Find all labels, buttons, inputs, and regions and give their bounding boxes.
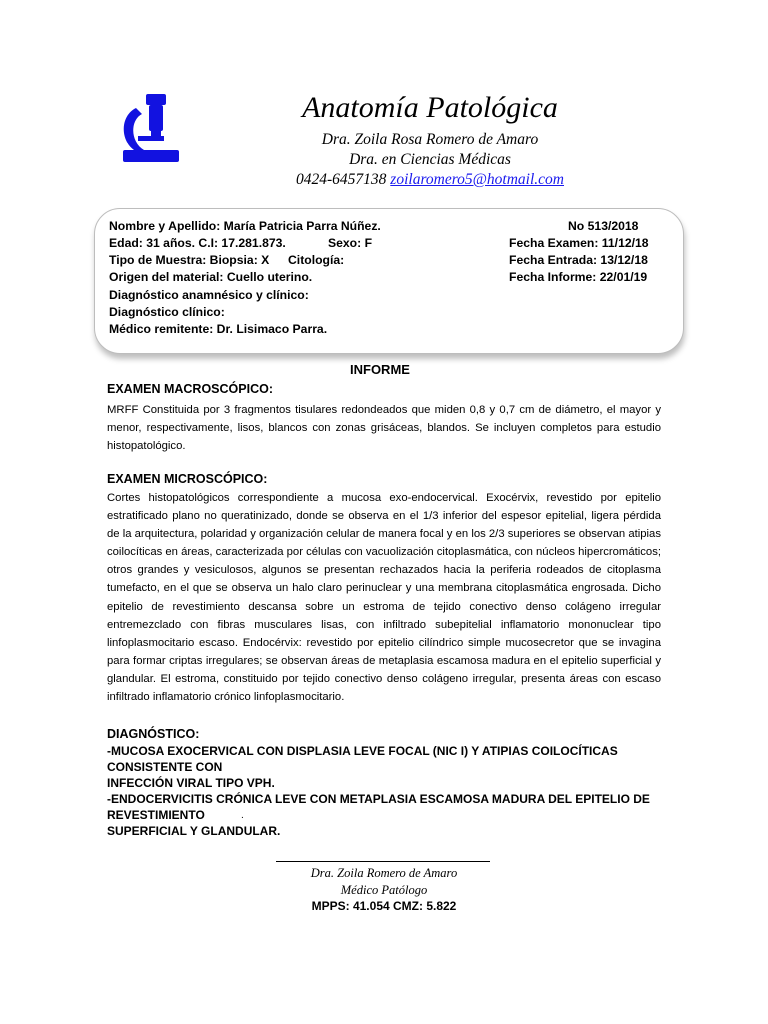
phone-number: 0424-6457138 xyxy=(296,171,387,188)
signature-line xyxy=(276,861,490,862)
diagnosis-text xyxy=(107,743,663,839)
macro-line: menor, respectivamente, lisos, blancos con zonas grisáceas, blandos. Se incluyen completos para estudio xyxy=(107,422,661,435)
contact-line xyxy=(250,170,610,190)
clinical-diagnosis: Diagnóstico clínico: xyxy=(109,305,225,319)
doctor-name: Dra. Zoila Rosa Romero de Amaro xyxy=(321,131,539,148)
micro-line: glandular. El estroma, constituido por tejido conectivo denso colágeno irregular, presenta áreas con escaso xyxy=(107,672,661,685)
exam-date: Fecha Examen: 11/12/18 xyxy=(509,236,649,250)
signature-name: Dra. Zoila Romero de Amaro xyxy=(310,866,458,880)
micro-line: epitelio de revestimiento descansa sobre un estroma de tejido conectivo denso colágeno irregular xyxy=(107,600,661,613)
micro-line: infiltrado inflamatorio crónico linfoplasmocitario. xyxy=(107,691,345,704)
microscope-logo xyxy=(118,92,184,168)
micro-line: linfoplasmocitario escaso. Endocérvix: revestido por epitelio cilíndrico simple mucosecretor que se invagina xyxy=(107,636,661,649)
diagnosis-line: INFECCIÓN VIRAL TIPO VPH. xyxy=(107,776,275,790)
macro-line: MRFF Constituida por 3 fragmentos tisulares redondeados que miden 0,8 y 0,7 cm de diámetro, el mayor y xyxy=(107,404,661,416)
micro-exam-title: EXAMEN MICROSCÓPICO: xyxy=(107,472,268,486)
diagnosis-title: DIAGNÓSTICO: xyxy=(107,727,200,741)
patient-age-ci: Edad: 31 años. C.I: 17.281.873. xyxy=(109,236,286,250)
micro-line: entremezclado con fibras musculares lisas, con infiltrado subepitelial inflamatorio mononuclear tipo xyxy=(107,618,661,631)
email-link[interactable]: zoilaromero5@hotmail.com xyxy=(390,171,564,188)
micro-line: Cortes histopatológicos correspondiente a mucosa exo-endocervical. Exocérvix, revestido por epitelio xyxy=(107,492,661,504)
entry-date: Fecha Entrada: 13/12/18 xyxy=(509,253,648,267)
material-origin: Origen del material: Cuello uterino. xyxy=(109,270,313,284)
signature-registration: MPPS: 41.054 CMZ: 5.822 xyxy=(311,899,457,913)
macro-line: histopatológico. xyxy=(107,440,186,453)
patient-name: Nombre y Apellido: María Patricia Parra Núñez. xyxy=(109,219,381,233)
micro-exam-text xyxy=(107,489,661,706)
anamnestic-diagnosis: Diagnóstico anamnésico y clínico: xyxy=(109,288,309,302)
micro-line: tumefacto, en el que se observa un halo claro perinuclear y una membrana citoplasmática engrosada. Dicho xyxy=(107,582,661,595)
signature-role: Médico Patólogo xyxy=(340,883,428,897)
diagnosis-line: -MUCOSA EXOCERVICAL CON DISPLASIA LEVE FOCAL (NIC I) Y ATIPIAS COILOCÍTICAS CONSISTENTE CON xyxy=(107,744,618,774)
patient-sex: Sexo: F xyxy=(328,236,373,250)
lab-title: Anatomía Patológica xyxy=(302,91,558,124)
cytology-field: Citología: xyxy=(288,253,345,267)
macro-exam-title: EXAMEN MACROSCÓPICO: xyxy=(107,382,273,396)
diagnosis-line: SUPERFICIAL Y GLANDULAR. xyxy=(107,824,281,838)
macro-exam-text xyxy=(107,401,661,455)
doctor-credentials: Dra. en Ciencias Médicas xyxy=(349,151,511,168)
referring-doctor: Médico remitente: Dr. Lisimaco Parra. xyxy=(109,322,328,336)
report-title: INFORME xyxy=(350,362,410,377)
stray-dot: . xyxy=(241,810,244,821)
micro-line: estratificado plano no queratinizado, donde se observa en el 1/3 inferior del espesor epitelial, ligera pérdida xyxy=(107,510,661,523)
micro-line: coilocíticas en áreas, caracterizada por células con vacuolización citoplasmática, con núcleos hipercromáticos; xyxy=(107,546,661,559)
diagnosis-line: -ENDOCERVICITIS CRÓNICA LEVE CON METAPLASIA ESCAMOSA MADURA DEL EPITELIO DE REVESTIMIENTO xyxy=(107,792,650,822)
report-date: Fecha Informe: 22/01/19 xyxy=(509,270,648,284)
micro-line: para formar criptas irregulares; se observan áreas de metaplasia escamosa madura en el epitelio superficial y xyxy=(107,654,661,667)
report-number: No 513/2018 xyxy=(568,219,639,233)
micro-line: de la arquitectura, polaridad y organización celular de manera focal y en los 2/3 superiores se observan atipias xyxy=(107,528,661,541)
micro-line: otros grandes y vesiculosos, algunos se presentan rechazados hacia la periferia rodeados de citoplasma xyxy=(107,564,661,577)
sample-type: Tipo de Muestra: Biopsia: X xyxy=(109,253,270,267)
